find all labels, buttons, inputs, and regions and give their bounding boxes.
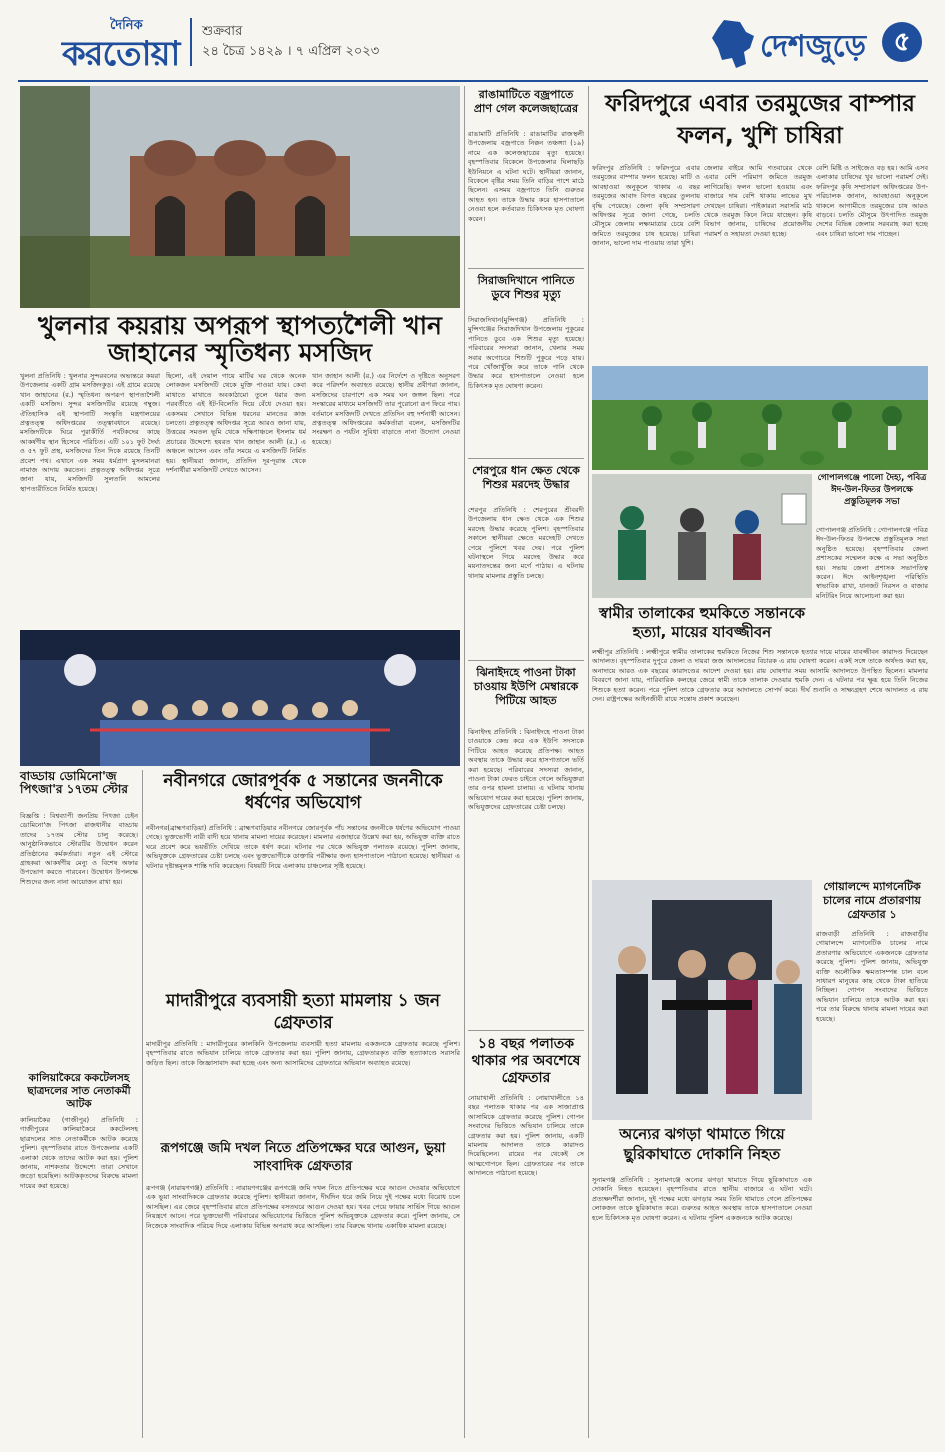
rule-jhenaidah bbox=[468, 1030, 584, 1031]
masthead-day: শুক্রবার bbox=[202, 24, 243, 39]
sunamganj-headline: অন্যের ঝগড়া থামাতে গিয়ে ছুরিকাঘাতে দোকানি নিহত bbox=[619, 1125, 785, 1163]
col-rule-2 bbox=[464, 86, 465, 1438]
husband-headline: স্বামীর তালাকের হুমকিতে সন্তানকে হত্যা, মায়ের যাবজ্জীবন bbox=[599, 604, 805, 641]
masthead-divider bbox=[190, 18, 192, 66]
rule-rangamati bbox=[468, 268, 584, 269]
masthead-dates: ২৪ চৈত্র ১৪২৯ । ৭ এপ্রিল ২০২৩ bbox=[202, 44, 380, 59]
goalundo-headline-lower: গোয়ালন্দে ম্যাগনেটিক চালের নামে প্রতারণায় গ্রেফতার ১ bbox=[823, 880, 921, 921]
rangamati-body: রাঙামাটি প্রতিনিধি : রাঙামাটির রাজস্থলী উপজেলায় বজ্রপাতে নিক্কন তঞ্চঙ্গ্যা (১৯) নামে এক কলেজছাত্রের মৃত্যু হয়েছে। বৃহস্পতিবার বিকেলে উপজেলার ঘিলাছড়ি ইউনিয়নে এ ঘটনা ঘটে। স্থানীয়রা জানান, বিকেলে বৃষ্টির সময় তিনি বাড়ির পাশে মাঠে ছিলেন। এসময় বজ্রপাতে তিনি গুরুতর আহত হন। তাকে উদ্ধার করে হাসপাতালে নেওয়া হলে কর্তব্যরত চিকিৎসক মৃত ঘোষণা করেন। bbox=[468, 130, 584, 223]
gopalganj-body: গোপালগঞ্জ প্রতিনিধি : গোপালগঞ্জে পবিত্র ঈদ-উল-ফিতর উপলক্ষে প্রস্তুতিমূলক সভা অনুষ্ঠিত হয়েছে। বৃহস্পতিবার জেলা প্রশাসকের সম্মেলন কক্ষে এ সভা অনুষ্ঠিত হয়। সভায় জেলা প্রশাসক সভাপতিত্ব করেন। ঈদে আইনশৃঙ্খলা পরিস্থিতি স্বাভাবিক রাখা, যানজট নিরসন ও বাজার মনিটরিং নিয়ে আলোচনা করা হয়। bbox=[816, 526, 928, 600]
col-rule-3 bbox=[588, 86, 589, 1438]
family-photo bbox=[592, 474, 812, 598]
khulna-headline: খুলনার কয়রায় অপরূপ স্থাপত্যশৈলী খান জাহানের স্মৃতিধন্য মসজিদ bbox=[38, 311, 442, 367]
section-title: দেশজুড়ে bbox=[760, 29, 866, 64]
madaripur-headline: মাদারীপুরে ব্যবসায়ী হত্যা মামলায় ১ জন গ্রেফতার bbox=[165, 991, 440, 1033]
page-number bbox=[882, 22, 922, 62]
noakhali-body: নোয়াখালী প্রতিনিধি : নোয়াখালীতে ১৪ বছর পলাতক থাকার পর এক সাজাপ্রাপ্ত আসামিকে গ্রেফতার করেছে পুলিশ। গোপন সংবাদের ভিত্তিতে অভিযান চালিয়ে তাকে গ্রেফতার করা হয়। পুলিশ জানায়, একটি মামলায় আদালত তাকে কারাদণ্ড দিয়েছিলেন। রায়ের পর থেকেই সে আত্মগোপনে ছিল। গ্রেফতারের পর তাকে আদালতে পাঠানো হয়েছে। bbox=[468, 1094, 584, 1178]
kaliakair-headline: কালিয়াকৈরে ককটেলসহ ছাত্রদলের সাত নেতাকর্মী আটক bbox=[27, 1072, 131, 1110]
faridpur-headline: ফরিদপুরে এবার তরমুজের বাম্পার ফলন, খুশি চাষিরা bbox=[605, 91, 915, 149]
rule-sirajdikhan bbox=[468, 458, 584, 459]
nabinagar-body: নবীনগর(ব্রাহ্মণবাড়িয়া) প্রতিনিধি : ব্রাহ্মণবাড়িয়ার নবীনগরে জোরপূর্বক পাঁচ সন্তানের জননীকে ধর্ষণের অভিযোগ পাওয়া গেছে। ভুক্তভোগী নারী বাদী হয়ে থানায় মামলা দায়ের করেছেন। মামলার এজাহারে উল্লেখ করা হয়, অভিযুক্ত ব্যক্তি রাতে ঘরে প্রবেশ করে ভয়ভীতি দেখিয়ে তাকে ধর্ষণ করে। ঘটনার পর থেকে অভিযুক্ত পলাতক রয়েছে। পুলিশ জানায়, অভিযুক্তকে গ্রেফতারের চেষ্টা চলছে এবং ভুক্তভোগীকে ডাক্তারি পরীক্ষার জন্য হাসপাতালে পাঠানো হয়েছে। স্থানীয়রা এ ঘটনার দৃষ্টান্তমূলক শাস্তি দাবি করেছেন। বিষয়টি নিয়ে এলাকায় চাঞ্চল্যের সৃষ্টি হয়েছে। bbox=[146, 824, 460, 870]
logo[interactable]: করতোয়া bbox=[62, 34, 180, 74]
jhenaidah-body: ঝিনাইদহ প্রতিনিধি : ঝিনাইদহে পাওনা টাকা চাওয়াকে কেন্দ্র করে এক ইউপি সদস্যকে পিটিয়ে আহত করেছে প্রতিপক্ষ। আহত অবস্থায় তাকে উদ্ধার করে হাসপাতালে ভর্তি করা হয়েছে। পরিবারের সদস্যরা জানান, পাওনা টাকা ফেরত চাইতে গেলে অভিযুক্তরা তার ওপর হামলা চালায়। এ ঘটনায় থানায় অভিযোগ দায়ের করা হয়েছে। পুলিশ জানায়, অভিযুক্তদের গ্রেফতারের চেষ্টা চলছে। bbox=[468, 728, 584, 812]
nabinagar-headline: নবীনগরে জোরপূর্বক ৫ সন্তানের জননীকে ধর্ষণের অভিযোগ bbox=[163, 771, 443, 813]
map-icon bbox=[710, 18, 758, 70]
sherpur-body: শেরপুর প্রতিনিধি : শেরপুরের শ্রীবরদী উপজেলায় ধান ক্ষেত থেকে এক শিশুর মরদেহ উদ্ধার করেছে পুলিশ। বৃহস্পতিবার সকালে স্থানীয়রা ক্ষেতে মরদেহটি দেখতে পেয়ে পুলিশে খবর দেয়। পরে পুলিশ ঘটনাস্থলে গিয়ে মরদেহ উদ্ধার করে ময়নাতদন্তের জন্য মর্গে পাঠায়। এ ঘটনায় থানায় মামলার প্রস্তুতি চলছে। bbox=[468, 506, 584, 580]
husband-body: লক্ষ্মীপুর প্রতিনিধি : লক্ষ্মীপুরে স্বামীর তালাকের হুমকিতে নিজের শিশু সন্তানকে হত্যার দায়ে মায়ের যাবজ্জীবন কারাদণ্ড দিয়েছেন আদালত। বৃহস্পতিবার দুপুরে জেলা ও দায়রা জজ আদালতের বিচারক এ রায় ঘোষণা করেন। একই সঙ্গে তাকে অর্থদণ্ড করা হয়, অনাদায়ে আরও এক বছরের কারাদণ্ডের আদেশ দেওয়া হয়। রায় ঘোষণার সময় আসামি আদালতে উপস্থিত ছিলেন। মামলার বিবরণে জানা যায়, পারিবারিক কলহের জেরে স্বামী তাকে তালাক দেওয়ার হুমকি দেন। এ ঘটনার পর ক্ষুব্ধ হয়ে তিনি নিজের শিশুকে হত্যা করেন। পরে পুলিশ তাকে গ্রেফতার করে আদালতে সোপর্দ করে। দীর্ঘ শুনানি ও সাক্ষ্যগ্রহণ শেষে আদালত এ রায় দেন। রাষ্ট্রপক্ষের আইনজীবী রায়ে সন্তোষ প্রকাশ করেছেন। bbox=[592, 648, 928, 704]
rule-sherpur bbox=[468, 660, 584, 661]
logo-small: দৈনিক bbox=[110, 18, 143, 33]
domino-headline: বাড্ডায় ডোমিনো'জ পিৎজা'র ১৭তম স্টোর bbox=[20, 769, 128, 796]
rupganj-body: রূপগঞ্জ (নারায়ণগঞ্জ) প্রতিনিধি : নারায়ণগঞ্জের রূপগঞ্জে জমি দখল নিতে প্রতিপক্ষের ঘরে আগুন দেওয়ার অভিযোগে এক ভুয়া সাংবাদিককে গ্রেফতার করেছে পুলিশ। স্থানীয়রা জানান, দীর্ঘদিন ধরে জমি নিয়ে দুই পক্ষের মধ্যে বিরোধ চলে আসছিল। এর জেরে বৃহস্পতিবার রাতে প্রতিপক্ষের বসতঘরে আগুন দেওয়া হয়। খবর পেয়ে ফায়ার সার্ভিস গিয়ে আগুন নিয়ন্ত্রণে আনে। পরে ভুক্তভোগী পরিবারের অভিযোগের ভিত্তিতে পুলিশ অভিযুক্তকে গ্রেফতার করে। পুলিশ জানায়, সে নিজেকে সাংবাদিক পরিচয় দিয়ে এলাকায় বিভিন্ন অপরাধ করে আসছিল। তার বিরুদ্ধে থানায় একাধিক মামলা রয়েছে। bbox=[146, 1184, 460, 1230]
domino-body: বিজ্ঞপ্তি : বিশ্বব্যাপী জনপ্রিয় পিৎজা চেইন ডোমিনো'জ পিৎজা রাজধানীর বাড্ডায় তাদের ১৭তম স্টোর চালু করেছে। আনুষ্ঠানিকভাবে স্টোরটির উদ্বোধন করেন প্রতিষ্ঠানের কর্মকর্তারা। নতুন এই স্টোরে গ্রাহকরা আকর্ষণীয় মেন্যু ও বিশেষ অফার উপভোগ করতে পারবেন। উদ্বোধন উপলক্ষে শিশুদের জন্য নানা আয়োজন রাখা হয়। bbox=[20, 812, 138, 886]
mosque-photo bbox=[20, 86, 460, 308]
khulna-body-left: খুলনা প্রতিনিধি : খুলনার সুন্দরবনের অভ্যন্তরে কয়রা উপজেলার একটি গ্রাম মসজিদকুড়। এই গ্রামে রয়েছে খান জাহানের (র.) স্মৃতিধন্য অপরূপ স্থাপত্যশৈলী একটি মসজিদ। সুন্দর মসজিদটির রয়েছে গম্বুজ। ঐতিহাসিক এই স্থাপনাটি সংস্কৃতি মন্ত্রণালয়ের প্রত্নতত্ত্ব অধিদপ্তরের তত্ত্বাবধানে রয়েছে। মসজিদটিকে ঘিরে পুরাকীর্তি পর্যটকদের কাছে আকর্ষণীয় স্থান হিসেবে পরিচিত। এটি ১০১ ফুট দৈর্ঘ্য ও ৫৭ ফুট প্রস্থ, মসজিদের তিন দিকে রয়েছে তিনটি প্রবেশ পথ। এখানে এক সময় ধর্মপ্রাণ মুসলমানরা নামাজ আদায় করতেন। প্রত্নতত্ত্ব অধিদপ্তর সূত্রে জানা যায়, মসজিদটি সুলতানি আমলের স্থাপত্যরীতিতে নির্মিত হয়েছে। bbox=[20, 372, 160, 493]
domino-photo bbox=[20, 630, 460, 766]
gopalganj-box bbox=[816, 472, 928, 670]
jhenaidah-headline: ঝিনাইদহে পাওনা টাকা চাওয়ায় ইউপি মেম্বারকে পিটিয়ে আহত bbox=[473, 666, 579, 707]
sirajdikhan-body: সিরাজদিখান(মুন্সিগঞ্জ) প্রতিনিধি : মুন্সিগঞ্জের সিরাজদিখান উপজেলায় পুকুরের পানিতে ডুবে এক শিশুর মৃত্যু হয়েছে। পরিবারের সদস্যরা জানান, খেলার সময় সবার অগোচরে শিশুটি পুকুরে পড়ে যায়। পরে খোঁজাখুঁজি করে তাকে পানি থেকে উদ্ধার করে হাসপাতালে নেওয়া হলে চিকিৎসক মৃত ঘোষণা করেন। bbox=[468, 316, 584, 390]
rupganj-headline: রূপগঞ্জে জমি দখল নিতে প্রতিপক্ষের ঘরে আগুন, ভুয়া সাংবাদিক গ্রেফতার bbox=[160, 1141, 446, 1174]
rangamati-headline: রাঙামাটিতে বজ্রপাতে প্রাণ গেল কলেজছাত্রের bbox=[473, 88, 579, 115]
page-number-text: ৫ bbox=[893, 27, 911, 57]
faridpur-body-left: ফরিদপুর প্রতিনিধি : ফরিদপুরে এবার তরমুজের বাম্পার ফলন হয়েছে। মাটি ও আবহাওয়া অনুকূলে থাকায় এ বছর তরমুজের আবাদ বিগত বছরের তুলনায় বৃদ্ধি পেয়েছে। জেলা কৃষি সম্প্রসারণ অধিদপ্তর সূত্রে জানা গেছে, চলতি মৌসুমে জেলায় লক্ষ্যমাত্রার চেয়ে বেশি জমিতে তরমুজের চাষ হয়েছে। চাষিরা জানান, ভালো দাম পাওয়ায় তারা খুশি। bbox=[592, 164, 700, 248]
gopalganj-headline: গোপালগঞ্জে পালো দৈহ্য, পবিত্র ঈদ-উল-ফিতর উপলক্ষে প্রস্তুতিমূলক সভা bbox=[817, 473, 927, 507]
sherpur-headline: শেরপুরে ধান ক্ষেত থেকে শিশুর মরদেহ উদ্ধার bbox=[472, 464, 580, 491]
kaliakair-body: কালিয়াকৈর (গাজীপুর) প্রতিনিধি : গাজীপুরের কালিয়াকৈরে ককটেলসহ ছাত্রদলের সাত নেতাকর্মীকে আটক করেছে পুলিশ। বৃহস্পতিবার রাতে উপজেলার একটি এলাকা থেকে তাদের আটক করা হয়। পুলিশ জানায়, নাশকতার উদ্দেশ্যে তারা সেখানে জড়ো হয়েছিল। আটককৃতদের বিরুদ্ধে মামলা দায়ের করা হয়েছে। bbox=[20, 1116, 138, 1190]
goalundo-headline bbox=[816, 672, 928, 712]
khulna-body-right: খান জাহান আলী (র.) এর নির্দেশে ও দৃষ্টিতে অনুসরণ করে পরিদর্শন অব্যাহত রয়েছে। স্থানীয় প্রবীণরা জানান, মসজিদের চারপাশে এক সময় ঘন জঙ্গল ছিল। পরে সংস্কারের মাধ্যমে মসজিদটি তার পুরোনো রূপ ফিরে পায়। বর্তমানে মসজিদটি দেখতে প্রতিদিন বহু দর্শনার্থী আসেন। প্রত্নতত্ত্ব অধিদপ্তরের কর্মকর্তারা বলেন, মসজিদটির সংরক্ষণ ও পর্যটন সুবিধা বাড়াতে নানা উদ্যোগ নেওয়া হয়েছে। bbox=[312, 372, 460, 446]
sirajdikhan-headline: সিরাজদিখানে পানিতে ডুবে শিশুর মৃত্যু bbox=[477, 274, 575, 301]
faridpur-body-right: বেশি মিষ্টি ও সাইজেও বড় হয়। আমি এসব এলাকার চাষিদের খুব ভালো পরামর্শ দেই। ফরিদপুর কৃষি সম্প্রসারণ অধিদপ্তরের উপ-পরিচালক জানান, আবহাওয়া অনুকূলে থাকলে আগামীতে তরমুজের চাষ আরও বাড়বে। চলতি মৌসুমে উৎপাদিত তরমুজ দেশের বিভিন্ন জেলায় সরবরাহ করা হচ্ছে এবং চাষিরা ভালো দাম পাচ্ছেন। bbox=[816, 164, 928, 238]
masthead bbox=[20, 8, 930, 80]
goalundo-body: রাজবাড়ী প্রতিনিধি : রাজবাড়ীর গোয়ালন্দে ম্যাগনেটিক চালের নামে প্রতারণার অভিযোগে একজনকে গ্রেফতার করেছে পুলিশ। পুলিশ জানায়, অভিযুক্ত ব্যক্তি অলৌকিক ক্ষমতাসম্পন্ন চাল বলে সাধারণ মানুষের কাছ থেকে টাকা হাতিয়ে নিচ্ছিল। গোপন সংবাদের ভিত্তিতে অভিযান চালিয়ে তাকে আটক করা হয়। পরে তার বিরুদ্ধে থানায় মামলা দায়ের করা হয়েছে। bbox=[816, 930, 928, 1023]
watermelon-photo bbox=[592, 366, 928, 470]
sunamganj-body: সুনামগঞ্জ প্রতিনিধি : সুনামগঞ্জে অন্যের ঝগড়া থামাতে গিয়ে ছুরিকাঘাতে এক দোকানি নিহত হয়েছেন। বৃহস্পতিবার রাতে স্থানীয় বাজারে এ ঘটনা ঘটে। প্রত্যক্ষদর্শীরা জানান, দুই পক্ষের মধ্যে ঝগড়ার সময় তিনি থামাতে গেলে প্রতিপক্ষের লোকজন তাকে ছুরিকাঘাত করে। গুরুতর আহত অবস্থায় তাকে হাসপাতালে নেওয়া হলে চিকিৎসক মৃত ঘোষণা করেন। এ ঘটনায় পুলিশ একজনকে আটক করেছে। bbox=[592, 1176, 812, 1222]
noakhali-headline: ১৪ বছর পলাতক থাকার পর অবশেষে গ্রেফতার bbox=[471, 1036, 581, 1086]
masthead-rule bbox=[18, 80, 928, 82]
madaripur-body: মাদারীপুর প্রতিনিধি : মাদারীপুরের কালকিনি উপজেলায় ব্যবসায়ী হত্যা মামলায় একজনকে গ্রেফতার করেছে পুলিশ। বৃহস্পতিবার রাতে অভিযান চালিয়ে তাকে গ্রেফতার করা হয়। পুলিশ জানায়, গ্রেফতারকৃত ব্যক্তি হত্যাকাণ্ডে সরাসরি জড়িত ছিল। তাকে জিজ্ঞাসাবাদ করা হচ্ছে এবং অন্য আসামিদের গ্রেফতারে অভিযান অব্যাহত রয়েছে। bbox=[146, 1040, 460, 1067]
faridpur-body-mid: জেলার বাইরে আমি গতবারের থেকে এবার বেশি পরিমাণ জমিতে তরমুজ লাগিয়েছি। ফলন ভালো হওয়ায় এবং বাজারে দাম বেশি থাকায় লাভের মুখ দেখছেন চাষিরা। পাইকাররা সরাসরি মাঠ থেকে তরমুজ কিনে নিয়ে যাচ্ছেন। কৃষি বিভাগ জানায়, চাষিদের প্রয়োজনীয় পরামর্শ ও সহায়তা দেওয়া হচ্ছে। bbox=[704, 164, 812, 238]
khulna-body-mid: ছিলো, এই দেয়াল গায়ে মাটির ঘর থেকে অনেক লোকজন মসজিদটি থেকে মুক্তি পাওয়া যায়। কেবা মাথাতে মাথাতে অবকাঠামো তুলে ধরার জন্য পরবর্তীতে এই ইট-বিলেতি দিয়ে বেঁধে দেওয়া হয়। একসময় সেখানে বিভিন্ন ধরনের মানতের কাজ চলতো। প্রত্নতত্ত্ব অধিদপ্তর সূত্রে আরও জানা যায়, উত্তরের সমতল ভূমি থেকে দক্ষিণাঞ্চলে ইসলাম ধর্ম প্রচারের উদ্দেশ্যে হযরত খান জাহান আলী (র.) এ অঞ্চলে আসেন এবং তাঁর সময়ে এ মসজিদটি নির্মিত হয়। স্থানীয়রা জানান, প্রতিদিন দূর-দূরান্ত থেকে দর্শনার্থীরা মসজিদটি দেখতে আসেন। bbox=[166, 372, 306, 475]
bank-photo bbox=[592, 880, 812, 1120]
col-rule-1 bbox=[142, 770, 143, 1438]
